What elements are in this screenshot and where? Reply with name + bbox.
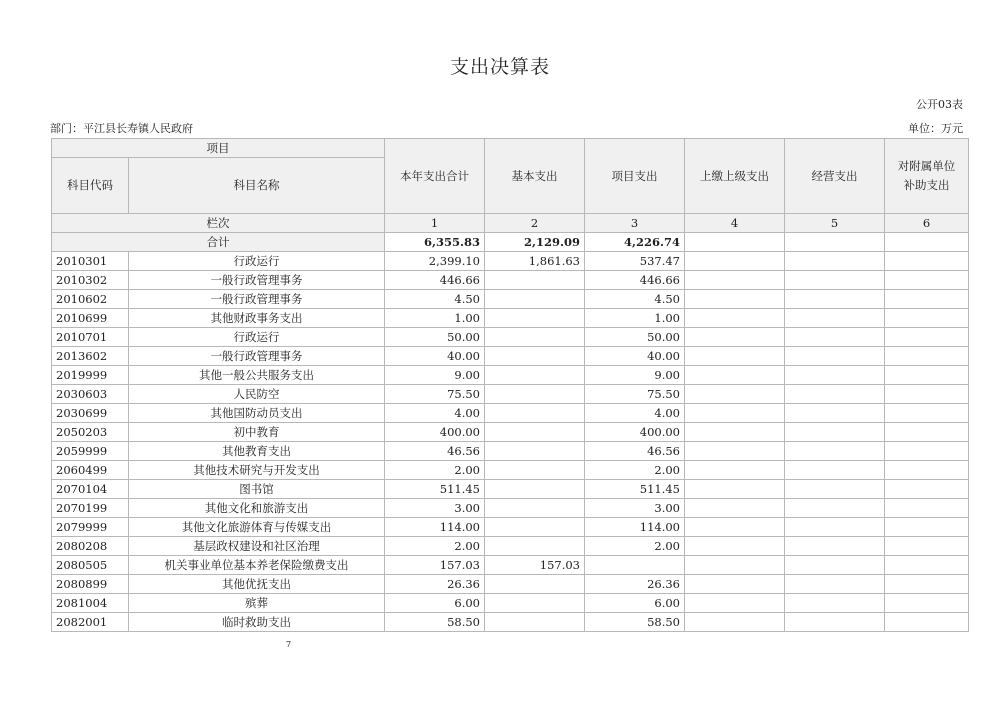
row-upper	[685, 290, 785, 309]
table-row	[52, 613, 969, 632]
row-name: 行政运行	[129, 328, 385, 347]
row-subsidy	[885, 328, 969, 347]
row-name: 基层政权建设和社区治理	[129, 537, 385, 556]
row-subsidy	[885, 404, 969, 423]
row-business	[785, 537, 885, 556]
row-business	[785, 309, 885, 328]
row-upper	[685, 480, 785, 499]
row-code: 2010701	[52, 328, 129, 347]
row-subsidy	[885, 366, 969, 385]
table-row	[52, 366, 969, 385]
row-basic	[485, 480, 585, 499]
row-upper	[685, 613, 785, 632]
total-label: 合计	[52, 233, 385, 252]
row-total: 50.00	[385, 328, 485, 347]
row-code: 2010699	[52, 309, 129, 328]
row-total: 3.00	[385, 499, 485, 518]
row-subsidy	[885, 480, 969, 499]
row-project: 4.00	[585, 404, 685, 423]
table-row	[52, 423, 969, 442]
column-number: 4	[685, 214, 785, 233]
row-name: 其他教育支出	[129, 442, 385, 461]
row-subsidy	[885, 594, 969, 613]
row-business	[785, 556, 885, 575]
row-code: 2030699	[52, 404, 129, 423]
row-subsidy	[885, 385, 969, 404]
row-upper	[685, 537, 785, 556]
row-name: 行政运行	[129, 252, 385, 271]
row-project: 75.50	[585, 385, 685, 404]
row-total: 2.00	[385, 461, 485, 480]
row-subsidy	[885, 575, 969, 594]
row-name: 一般行政管理事务	[129, 271, 385, 290]
header-subsidy	[885, 139, 969, 214]
row-basic	[485, 518, 585, 537]
row-upper	[685, 423, 785, 442]
row-code: 2080899	[52, 575, 129, 594]
header-business: 经营支出	[785, 139, 885, 214]
row-project: 3.00	[585, 499, 685, 518]
row-total: 1.00	[385, 309, 485, 328]
unit-label: 单位：万元	[908, 122, 963, 135]
row-project: 9.00	[585, 366, 685, 385]
row-business	[785, 328, 885, 347]
row-name: 其他一般公共服务支出	[129, 366, 385, 385]
row-total: 75.50	[385, 385, 485, 404]
header-project-expense: 项目支出	[585, 139, 685, 214]
header-column-label: 栏次	[52, 214, 385, 233]
row-basic	[485, 537, 585, 556]
column-number: 5	[785, 214, 885, 233]
table-row	[52, 480, 969, 499]
row-name: 其他优抚支出	[129, 575, 385, 594]
row-basic	[485, 613, 585, 632]
row-business	[785, 499, 885, 518]
row-business	[785, 480, 885, 499]
row-name: 其他文化和旅游支出	[129, 499, 385, 518]
table-row	[52, 594, 969, 613]
table-row	[52, 309, 969, 328]
row-subsidy	[885, 537, 969, 556]
row-project: 400.00	[585, 423, 685, 442]
table-row	[52, 347, 969, 366]
row-upper	[685, 442, 785, 461]
row-business	[785, 442, 885, 461]
page-title: 支出决算表	[449, 56, 550, 78]
row-name: 机关事业单位基本养老保险缴费支出	[129, 556, 385, 575]
row-name: 其他财政事务支出	[129, 309, 385, 328]
row-project: 26.36	[585, 575, 685, 594]
row-project: 40.00	[585, 347, 685, 366]
row-project: 537.47	[585, 252, 685, 271]
row-basic	[485, 366, 585, 385]
row-business	[785, 252, 885, 271]
row-code: 2080208	[52, 537, 129, 556]
row-project: 2.00	[585, 537, 685, 556]
row-upper	[685, 518, 785, 537]
total-amount: 6,355.83	[385, 233, 485, 252]
row-upper	[685, 309, 785, 328]
row-code: 2080505	[52, 556, 129, 575]
row-business	[785, 461, 885, 480]
row-business	[785, 423, 885, 442]
row-basic	[485, 594, 585, 613]
table-row	[52, 442, 969, 461]
row-total: 40.00	[385, 347, 485, 366]
row-business	[785, 271, 885, 290]
row-business	[785, 290, 885, 309]
row-basic	[485, 290, 585, 309]
row-basic	[485, 423, 585, 442]
expenditure-table	[51, 138, 969, 632]
row-upper	[685, 461, 785, 480]
row-upper	[685, 575, 785, 594]
row-basic	[485, 328, 585, 347]
row-name: 其他文化旅游体育与传媒支出	[129, 518, 385, 537]
table-row	[52, 385, 969, 404]
row-business	[785, 385, 885, 404]
row-total: 400.00	[385, 423, 485, 442]
row-basic	[485, 499, 585, 518]
row-basic	[485, 404, 585, 423]
row-project: 446.66	[585, 271, 685, 290]
row-business	[785, 594, 885, 613]
row-total: 446.66	[385, 271, 485, 290]
table-row	[52, 271, 969, 290]
row-basic: 1,861.63	[485, 252, 585, 271]
row-total: 157.03	[385, 556, 485, 575]
column-number: 2	[485, 214, 585, 233]
row-upper	[685, 271, 785, 290]
row-basic	[485, 461, 585, 480]
header-name: 科目名称	[129, 158, 385, 214]
table-row	[52, 404, 969, 423]
row-total: 46.56	[385, 442, 485, 461]
row-basic	[485, 347, 585, 366]
header-code: 科目代码	[52, 158, 129, 214]
row-subsidy	[885, 309, 969, 328]
row-project: 1.00	[585, 309, 685, 328]
department-label: 部门：平江县长寿镇人民政府	[50, 122, 193, 135]
row-upper	[685, 366, 785, 385]
row-upper	[685, 347, 785, 366]
row-upper	[685, 594, 785, 613]
total-upper	[685, 233, 785, 252]
row-total: 26.36	[385, 575, 485, 594]
row-subsidy	[885, 347, 969, 366]
row-total: 4.00	[385, 404, 485, 423]
row-subsidy	[885, 442, 969, 461]
row-project: 46.56	[585, 442, 685, 461]
row-basic	[485, 575, 585, 594]
row-code: 2019999	[52, 366, 129, 385]
row-total: 2.00	[385, 537, 485, 556]
row-project: 114.00	[585, 518, 685, 537]
total-basic: 2,129.09	[485, 233, 585, 252]
row-code: 2070199	[52, 499, 129, 518]
row-code: 2059999	[52, 442, 129, 461]
row-business	[785, 404, 885, 423]
total-business	[785, 233, 885, 252]
page-number: 7	[286, 640, 292, 649]
row-code: 2010602	[52, 290, 129, 309]
row-code: 2070104	[52, 480, 129, 499]
row-basic	[485, 309, 585, 328]
row-code: 2013602	[52, 347, 129, 366]
row-basic	[485, 271, 585, 290]
row-total: 114.00	[385, 518, 485, 537]
row-name: 初中教育	[129, 423, 385, 442]
row-upper	[685, 252, 785, 271]
row-code: 2010302	[52, 271, 129, 290]
header-project: 项目	[52, 139, 385, 158]
row-upper	[685, 499, 785, 518]
row-project: 511.45	[585, 480, 685, 499]
row-code: 2081004	[52, 594, 129, 613]
row-basic	[485, 442, 585, 461]
row-code: 2050203	[52, 423, 129, 442]
row-project: 6.00	[585, 594, 685, 613]
row-name: 其他技术研究与开发支出	[129, 461, 385, 480]
table-row	[52, 461, 969, 480]
row-code: 2082001	[52, 613, 129, 632]
table-row	[52, 290, 969, 309]
column-number: 1	[385, 214, 485, 233]
row-subsidy	[885, 290, 969, 309]
row-subsidy	[885, 423, 969, 442]
row-total: 6.00	[385, 594, 485, 613]
row-upper	[685, 385, 785, 404]
column-number: 6	[885, 214, 969, 233]
row-total: 511.45	[385, 480, 485, 499]
row-subsidy	[885, 499, 969, 518]
row-business	[785, 347, 885, 366]
row-code: 2079999	[52, 518, 129, 537]
row-name: 其他国防动员支出	[129, 404, 385, 423]
header-basic: 基本支出	[485, 139, 585, 214]
row-project: 4.50	[585, 290, 685, 309]
row-code: 2060499	[52, 461, 129, 480]
row-subsidy	[885, 518, 969, 537]
row-name: 一般行政管理事务	[129, 290, 385, 309]
row-name: 临时救助支出	[129, 613, 385, 632]
row-project: 50.00	[585, 328, 685, 347]
row-name: 图书馆	[129, 480, 385, 499]
row-total: 9.00	[385, 366, 485, 385]
row-subsidy	[885, 461, 969, 480]
table-row	[52, 328, 969, 347]
row-business	[785, 366, 885, 385]
row-subsidy	[885, 613, 969, 632]
total-subsidy	[885, 233, 969, 252]
header-subsidy-label: 对附属单位补助支出	[897, 159, 956, 192]
table-row	[52, 518, 969, 537]
table-row	[52, 556, 969, 575]
column-number: 3	[585, 214, 685, 233]
row-total: 2,399.10	[385, 252, 485, 271]
table-row	[52, 537, 969, 556]
row-project: 58.50	[585, 613, 685, 632]
header-total: 本年支出合计	[385, 139, 485, 214]
row-project	[585, 556, 685, 575]
row-basic	[485, 385, 585, 404]
row-business	[785, 518, 885, 537]
total-project: 4,226.74	[585, 233, 685, 252]
row-name: 殡葬	[129, 594, 385, 613]
row-upper	[685, 404, 785, 423]
row-subsidy	[885, 556, 969, 575]
row-code: 2010301	[52, 252, 129, 271]
table-row	[52, 252, 969, 271]
row-business	[785, 613, 885, 632]
row-upper	[685, 556, 785, 575]
row-basic: 157.03	[485, 556, 585, 575]
row-subsidy	[885, 271, 969, 290]
header-upper: 上缴上级支出	[685, 139, 785, 214]
row-upper	[685, 328, 785, 347]
row-code: 2030603	[52, 385, 129, 404]
form-number: 公开03表	[916, 98, 963, 111]
row-name: 人民防空	[129, 385, 385, 404]
row-project: 2.00	[585, 461, 685, 480]
table-row	[52, 499, 969, 518]
row-business	[785, 575, 885, 594]
table-row	[52, 575, 969, 594]
total-row	[52, 233, 969, 252]
row-subsidy	[885, 252, 969, 271]
row-name: 一般行政管理事务	[129, 347, 385, 366]
row-total: 4.50	[385, 290, 485, 309]
row-total: 58.50	[385, 613, 485, 632]
